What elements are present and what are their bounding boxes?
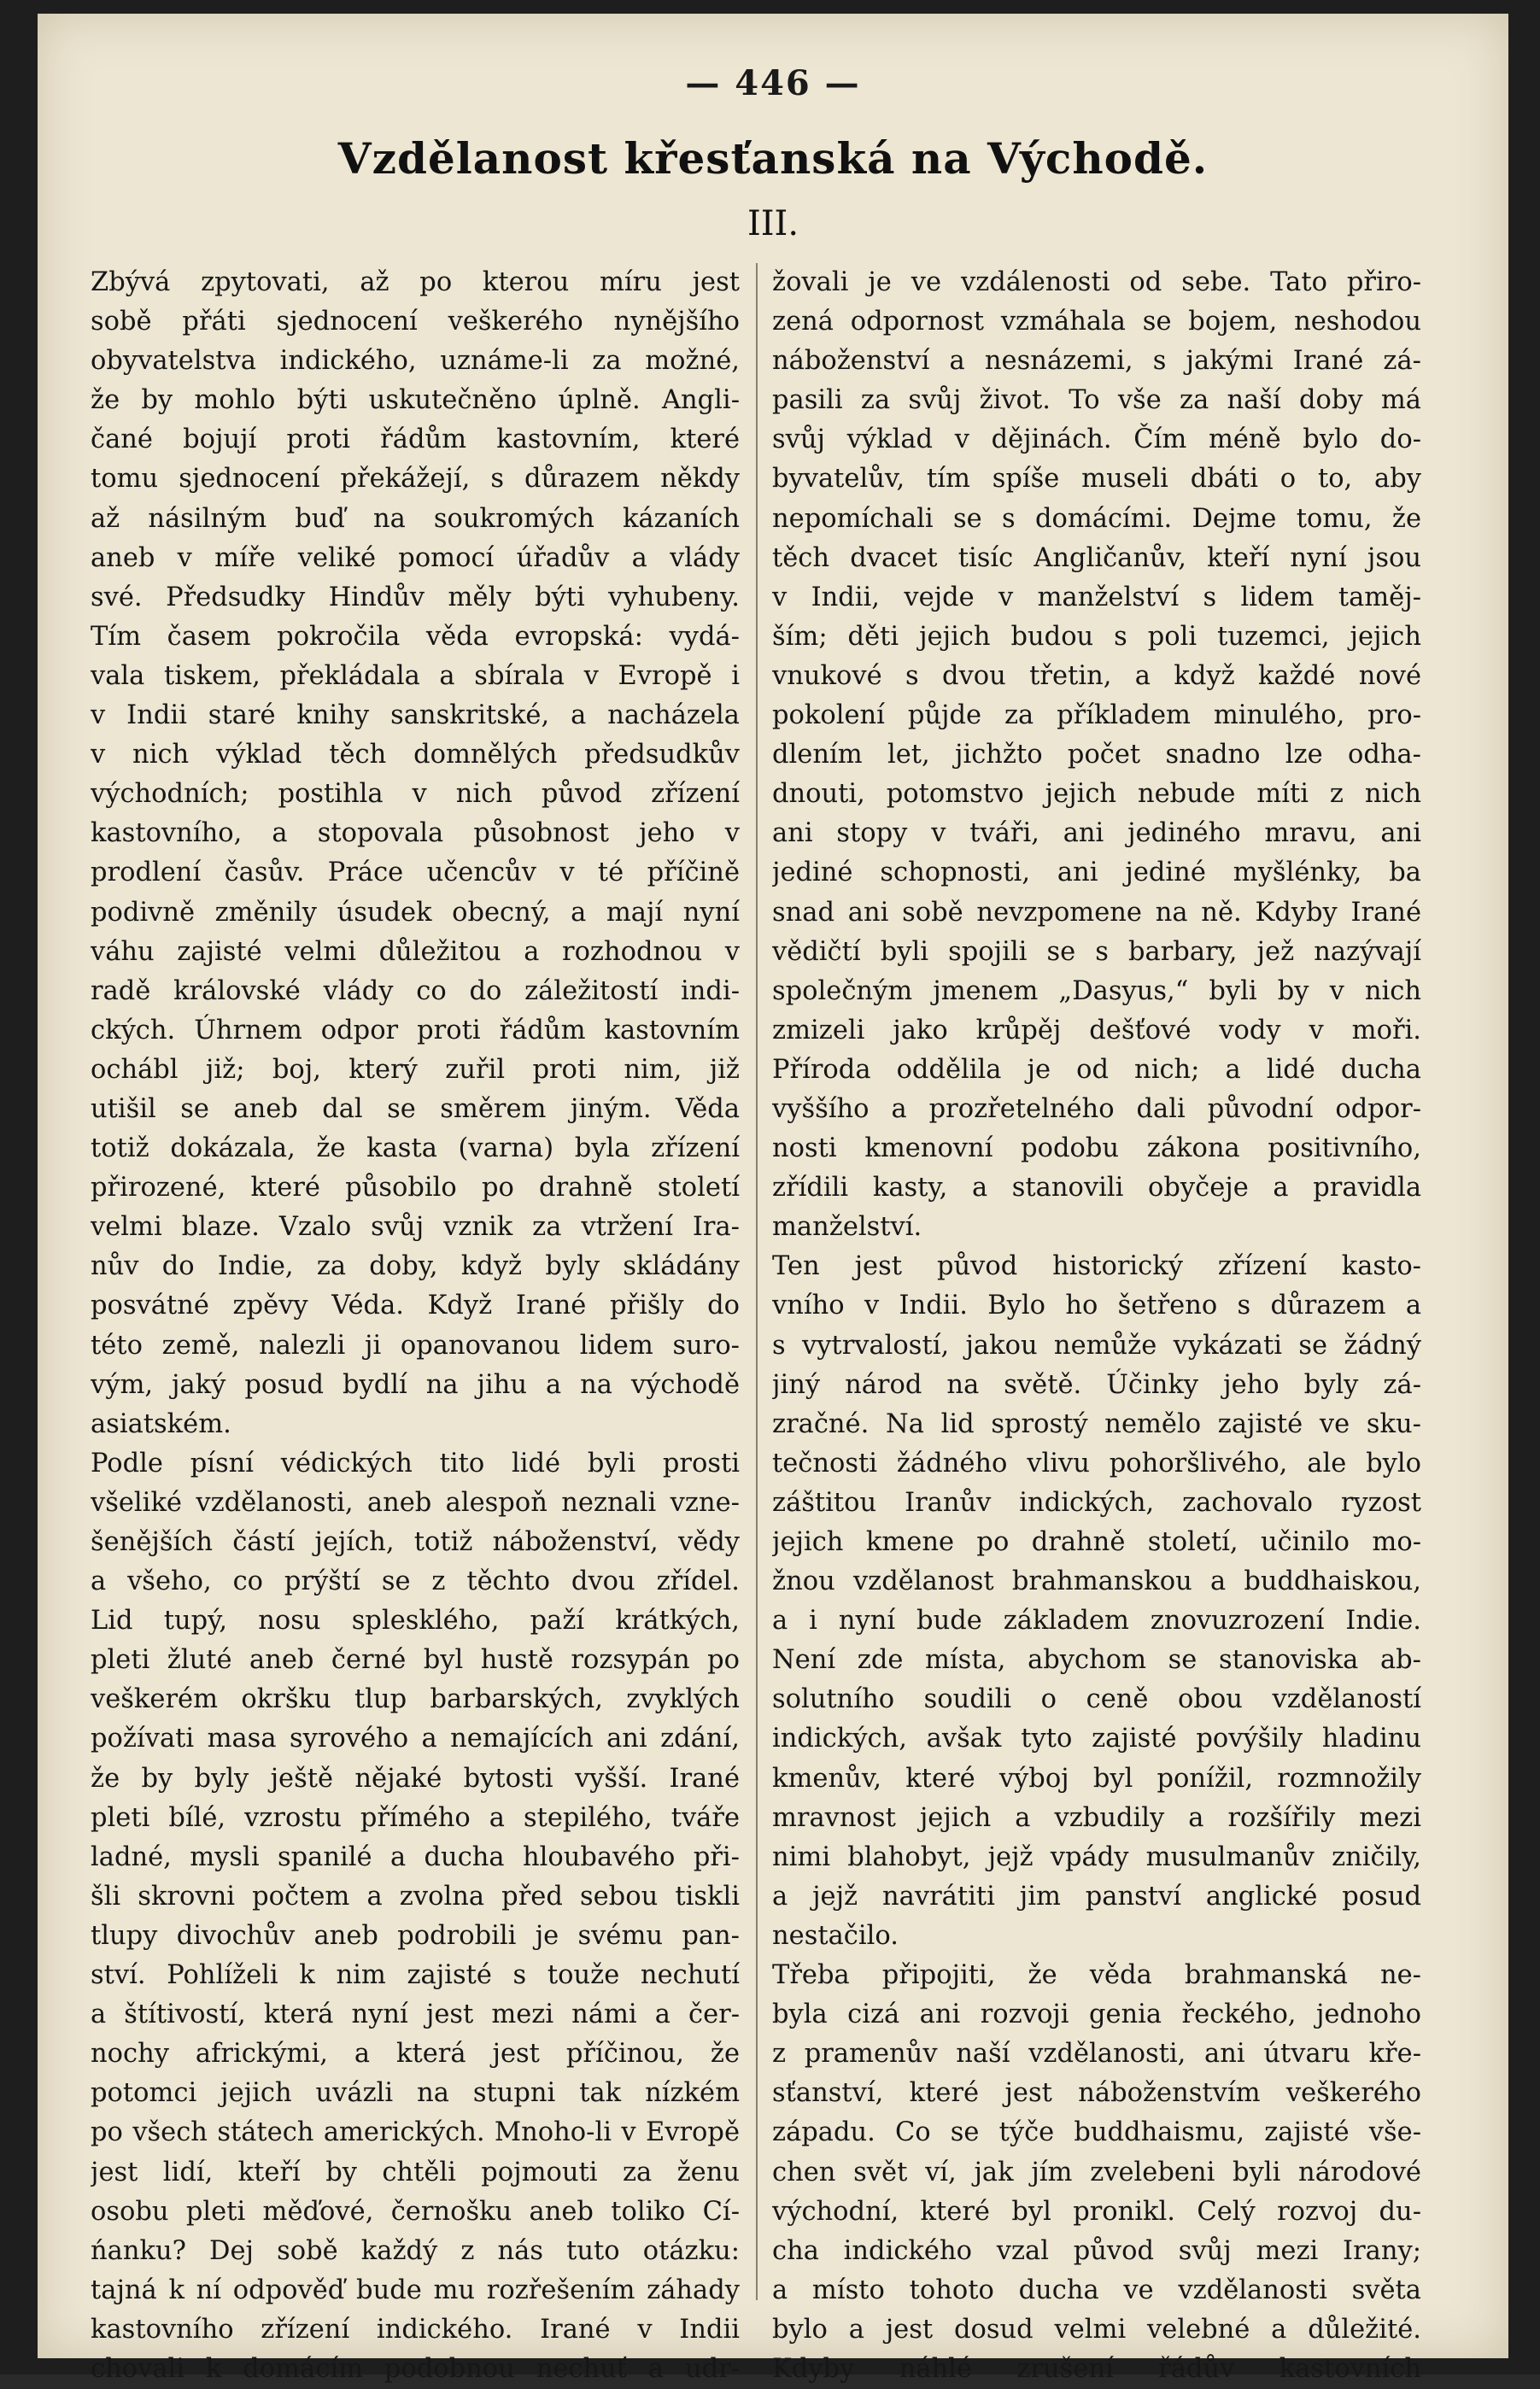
text-line: v Indii staré knihy sanskritské, a nacházela bbox=[91, 700, 740, 731]
text-line: záštitou Iranův indických, zachovalo ryzost bbox=[772, 1487, 1421, 1518]
text-line: že by mohlo býti uskutečněno úplně. Angli- bbox=[91, 385, 740, 416]
text-line: vala tiskem, překládala a sbírala v Evropě i bbox=[91, 660, 740, 691]
text-line: jiný národ na světě. Účinky jeho byly zá- bbox=[772, 1369, 1421, 1400]
text-line: pasili za svůj život. To vše za naší doby má bbox=[772, 385, 1421, 416]
text-line: a jejž navrátiti jim panství anglické posud bbox=[772, 1881, 1421, 1912]
text-line: nochy africkými, a která jest příčinou, že bbox=[91, 2039, 740, 2070]
text-line: této země, nalezli ji opanovanou lidem suro- bbox=[91, 1330, 740, 1361]
text-line: a i nyní bude základem znovuzrození Indie. bbox=[772, 1606, 1421, 1637]
text-line: své. Předsudky Hindův měly býti vyhubeny. bbox=[91, 582, 740, 612]
text-line: východní, které byl pronikl. Celý rozvoj du- bbox=[772, 2196, 1421, 2227]
text-line: Třeba připojiti, že věda brahmanská ne- bbox=[772, 1960, 1421, 1991]
text-line: Kdyby náhlé zrušení řádův kastovních bbox=[772, 2353, 1421, 2384]
text-line: zmizeli jako krůpěj dešťové vody v moři. bbox=[772, 1015, 1421, 1045]
text-line: žnou vzdělanost brahmanskou a buddhaiskou, bbox=[772, 1566, 1421, 1597]
text-line: sobě přáti sjednocení veškerého nynějšího bbox=[91, 307, 740, 337]
text-line: vědičtí byli spojili se s barbary, jež nazývají bbox=[772, 936, 1421, 967]
text-line: nův do Indie, za doby, když byly skládány bbox=[91, 1251, 740, 1282]
text-line: s vytrvalostí, jakou nemůže vykázati se žádný bbox=[772, 1330, 1421, 1361]
text-line: vyššího a prozřetelného dali původní odpor- bbox=[772, 1093, 1421, 1124]
text-line: byvatelův, tím spíše museli dbáti o to, aby bbox=[772, 464, 1421, 495]
text-line: indických, avšak tyto zajisté povýšily hladinu bbox=[772, 1724, 1421, 1754]
text-line: ladné, mysli spanilé a ducha hloubavého při- bbox=[91, 1842, 740, 1872]
text-line: Tím časem pokročila věda evropská: vydá- bbox=[91, 621, 740, 652]
text-line: nestačilo. bbox=[772, 1920, 899, 1951]
text-line: v Indii, vejde v manželství s lidem taměj- bbox=[772, 582, 1421, 612]
article-title: Vzdělanost křesťanská na Východě. bbox=[337, 133, 1209, 184]
left-text-column bbox=[91, 263, 740, 2389]
text-line: svůj výklad v dějinách. Čím méně bylo do- bbox=[772, 425, 1421, 455]
text-line: ńanku? Dej sobě každý z nás tuto otázku: bbox=[91, 2235, 740, 2266]
text-line: cha indického vzal původ svůj mezi Irany; bbox=[772, 2235, 1421, 2266]
text-line: kastovního, a stopovala působnost jeho v bbox=[91, 818, 740, 849]
text-line: zená odpornost vzmáhala se bojem, neshodou bbox=[772, 307, 1421, 337]
text-line: osobu pleti měďové, černošku aneb toliko Cí- bbox=[91, 2196, 740, 2227]
text-line: pleti bílé, vzrostu přímého a stepilého, tváře bbox=[91, 1802, 740, 1833]
text-line: Není zde místa, abychom se stanoviska ab- bbox=[772, 1645, 1421, 1676]
text-line: podivně změnily úsudek obecný, a mají nyní bbox=[91, 897, 740, 928]
text-line: přirozené, které působilo po drahně století bbox=[91, 1173, 740, 1203]
text-line: snad ani sobě nevzpomene na ně. Kdyby Irané bbox=[772, 897, 1421, 928]
right-text-column bbox=[772, 263, 1421, 2389]
text-line: a všeho, co prýští se z těchto dvou zřídel. bbox=[91, 1566, 740, 1597]
text-line: že by byly ještě nějaké bytosti vyšší. Irané bbox=[91, 1763, 740, 1794]
text-line: ství. Pohlíželi k nim zajisté s touže nechutí bbox=[91, 1960, 740, 1991]
text-line: ckých. Úhrnem odpor proti řádům kastovním bbox=[91, 1015, 740, 1045]
text-line: chen svět ví, jak jím zvelebeni byli národové bbox=[772, 2157, 1421, 2187]
text-line: po všech státech amerických. Mnoho-li v Evropě bbox=[91, 2117, 740, 2148]
text-line: váhu zajisté velmi důležitou a rozhodnou v bbox=[91, 936, 740, 967]
text-line: Příroda oddělila je od nich; a lidé ducha bbox=[772, 1054, 1421, 1085]
text-line: západu. Co se týče buddhaismu, zajisté vše- bbox=[772, 2117, 1421, 2148]
page-number: — 446 — bbox=[685, 63, 861, 103]
text-line: tlupy divochův aneb podrobili je svému pan- bbox=[91, 1920, 740, 1951]
text-line: tomu sjednocení překážejí, s důrazem někdy bbox=[91, 464, 740, 495]
text-line: společným jmenem „Dasyus,“ byli by v nich bbox=[772, 975, 1421, 1006]
text-line: velmi blaze. Vzalo svůj vznik za vtržení Ira- bbox=[91, 1212, 740, 1243]
text-line: jejich kmene po drahně století, učinilo mo- bbox=[772, 1527, 1421, 1557]
text-line: zřídili kasty, a stanovili obyčeje a pravidla bbox=[772, 1173, 1421, 1203]
text-line: nepomíchali se s domácími. Dejme tomu, že bbox=[772, 503, 1421, 534]
text-line: šenějších částí jejích, totiž náboženství, vědy bbox=[91, 1527, 740, 1557]
text-line: Lid tupý, nosu splesklého, paží krátkých, bbox=[91, 1606, 740, 1637]
text-line: všeliké vzdělanosti, aneb alespoň neznali vzne- bbox=[91, 1487, 740, 1518]
text-line: nosti kmenovní podobu zákona positivního, bbox=[772, 1133, 1421, 1164]
text-line: Ten jest původ historický zřízení kasto- bbox=[772, 1251, 1421, 1282]
text-line: aneb v míře veliké pomocí úřadův a vlády bbox=[91, 542, 740, 573]
text-line: ochábl již; boj, který zuřil proti nim, již bbox=[91, 1054, 740, 1085]
text-line: a štítivostí, která nyní jest mezi námi a čer- bbox=[91, 2000, 740, 2030]
text-line: radě královské vlády co do záležitostí indi- bbox=[91, 975, 740, 1006]
text-line: ani stopy v tváři, ani jediného mravu, ani bbox=[772, 818, 1421, 849]
text-line: Zbývá zpytovati, až po kterou míru jest bbox=[91, 267, 740, 297]
text-line: v nich výklad těch domnělých předsudkův bbox=[91, 740, 740, 770]
text-line: vnukové s dvou třetin, a když každé nové bbox=[772, 660, 1421, 691]
text-line: dnouti, potomstvo jejich nebude míti z nich bbox=[772, 779, 1421, 810]
text-line: bylo a jest dosud velmi velebné a důležité. bbox=[772, 2314, 1421, 2345]
text-line: potomci jejich uvázli na stupni tak nízkém bbox=[91, 2078, 740, 2109]
text-line: pokolení půjde za příkladem minulého, pro- bbox=[772, 700, 1421, 731]
text-line: solutního soudili o ceně obou vzdělaností bbox=[772, 1684, 1421, 1715]
text-line: šli skrovni počtem a zvolna před sebou tiskli bbox=[91, 1881, 740, 1912]
text-line: utišil se aneb dal se směrem jiným. Věda bbox=[91, 1093, 740, 1124]
text-line: náboženství a nesnázemi, s jakými Irané zá- bbox=[772, 346, 1421, 377]
text-line: totiž dokázala, že kasta (varna) byla zřízení bbox=[91, 1133, 740, 1164]
text-line: a místo tohoto ducha ve vzdělanosti světa bbox=[772, 2275, 1421, 2305]
text-line: z pramenův naší vzdělanosti, ani útvaru kře- bbox=[772, 2039, 1421, 2070]
text-line: manželství. bbox=[772, 1212, 922, 1243]
text-line: vým, jaký posud bydlí na jihu a na východě bbox=[91, 1369, 740, 1400]
text-line: byla cizá ani rozvoji genia řeckého, jednoho bbox=[772, 2000, 1421, 2030]
text-line: sťanství, které jest náboženstvím veškerého bbox=[772, 2078, 1421, 2109]
text-line: požívati masa syrového a nemajících ani zdání, bbox=[91, 1724, 740, 1754]
text-line: tečnosti žádného vlivu pohoršlivého, ale bylo bbox=[772, 1448, 1421, 1478]
text-line: kmenův, které výboj byl ponížil, rozmnožily bbox=[772, 1763, 1421, 1794]
text-line: východních; postihla v nich původ zřízení bbox=[91, 779, 740, 810]
text-line: jest lidí, kteří by chtěli pojmouti za ženu bbox=[91, 2157, 740, 2187]
text-line: jediné schopnosti, ani jediné myšlénky, ba bbox=[772, 858, 1421, 888]
text-line: ším; děti jejich budou s poli tuzemci, jejich bbox=[772, 621, 1421, 652]
text-line: mravnost jejich a vzbudily a rozšířily mezi bbox=[772, 1802, 1421, 1833]
section-numeral: III. bbox=[747, 204, 799, 243]
text-line: až násilným buď na soukromých kázaních bbox=[91, 503, 740, 534]
text-line: tajná k ní odpověď bude mu rozřešením záhady bbox=[91, 2275, 740, 2305]
text-line: těch dvacet tisíc Angličanův, kteří nyní jsou bbox=[772, 542, 1421, 573]
text-line: chovali k domácím podobnou nechuť a udr- bbox=[91, 2353, 740, 2384]
text-line: zračné. Na lid sprostý nemělo zajisté ve sku- bbox=[772, 1408, 1421, 1439]
text-line: kastovního zřízení indického. Irané v Indii bbox=[91, 2314, 740, 2345]
text-line: dlením let, jichžto počet snadno lze odha- bbox=[772, 740, 1421, 770]
column-divider bbox=[756, 263, 758, 2300]
text-line: obyvatelstva indického, uznáme-li za možné, bbox=[91, 346, 740, 377]
text-line: Podle písní védických tito lidé byli prosti bbox=[91, 1448, 740, 1478]
text-line: čané bojují proti řádům kastovním, které bbox=[91, 425, 740, 455]
text-line: posvátné zpěvy Véda. Když Irané přišly do bbox=[91, 1291, 740, 1321]
text-line: pleti žluté aneb černé byl hustě rozsypán po bbox=[91, 1645, 740, 1676]
text-line: žovali je ve vzdálenosti od sebe. Tato přiro- bbox=[772, 267, 1421, 297]
text-line: veškerém okršku tlup barbarských, zvyklých bbox=[91, 1684, 740, 1715]
text-line: prodlení časův. Práce učencův v té příčině bbox=[91, 858, 740, 888]
text-line: nimi blahobyt, jejž vpády musulmanův zničily, bbox=[772, 1842, 1421, 1872]
text-line: vního v Indii. Bylo ho šetřeno s důrazem a bbox=[772, 1291, 1421, 1321]
text-line: asiatském. bbox=[91, 1408, 231, 1439]
book-page bbox=[38, 14, 1508, 2384]
